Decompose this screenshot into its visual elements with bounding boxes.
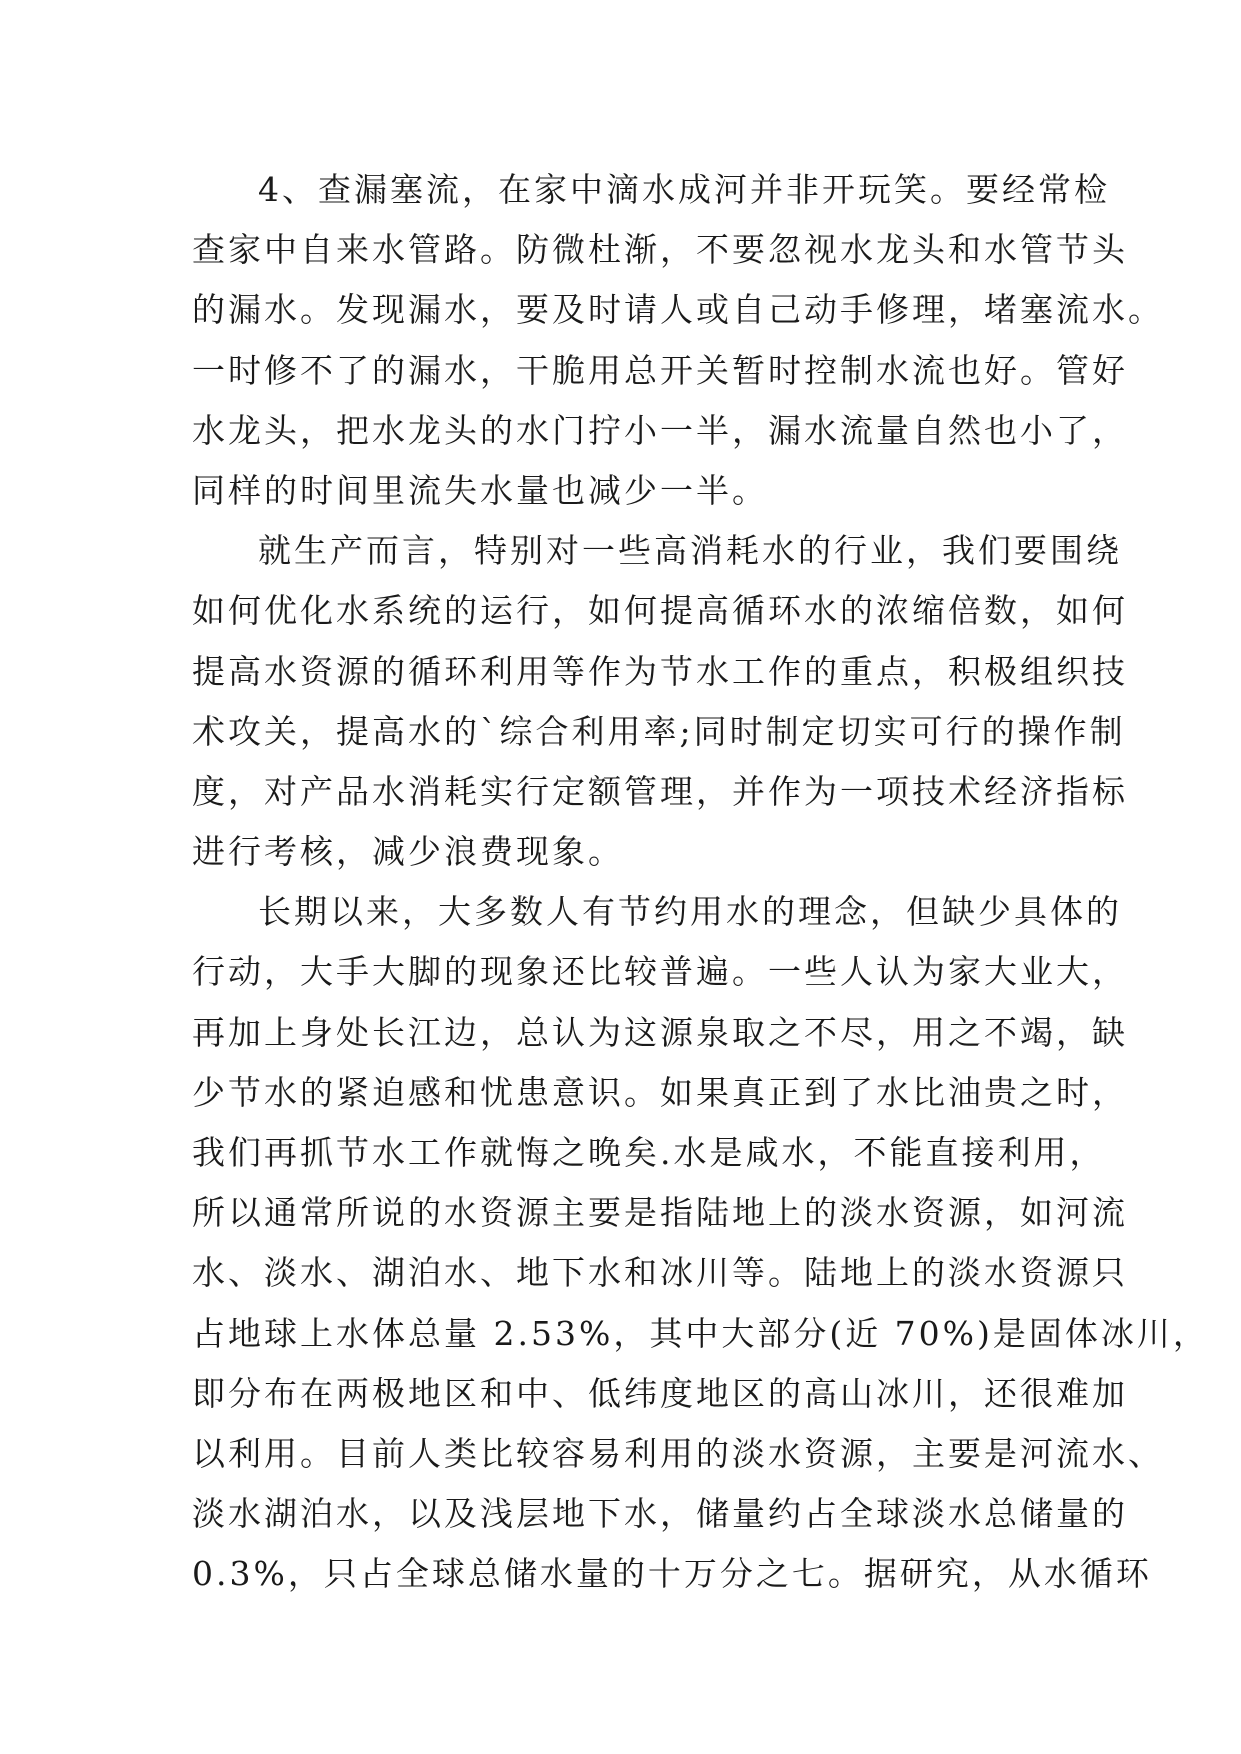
paragraph-line: 占地球上水体总量 2.53%，其中大部分(近 70%)是固体冰川，	[192, 1313, 1209, 1353]
document-body	[192, 160, 1209, 1605]
paragraph-line: 即分布在两极地区和中、低纬度地区的高山冰川，还很难加	[192, 1373, 1128, 1413]
paragraph-line: 以利用。目前人类比较容易利用的淡水资源，主要是河流水、	[192, 1433, 1164, 1473]
paragraph-line: 进行考核，减少浪费现象。	[192, 832, 624, 872]
paragraph-line: 我们再抓节水工作就悔之晚矣.水是咸水，不能直接利用，	[192, 1133, 1106, 1172]
paragraph-line: 术攻关，提高水的`综合利用率;同时制定切实可行的操作制	[192, 711, 1126, 751]
paragraph-2	[192, 521, 1128, 882]
paragraph-line: 再加上身处长江边，总认为这源泉取之不尽，用之不竭，缺	[192, 1012, 1128, 1052]
paragraph-line: 长期以来，大多数人有节约用水的理念，但缺少具体的	[258, 892, 1122, 932]
paragraph-line: 水龙头，把水龙头的水门拧小一半，漏水流量自然也小了，	[192, 410, 1128, 450]
paragraph-1	[192, 160, 1164, 521]
paragraph-line: 行动，大手大脚的现象还比较普遍。一些人认为家大业大，	[192, 952, 1128, 992]
paragraph-3	[192, 882, 1209, 1604]
paragraph-line: 4、查漏塞流，在家中滴水成河并非开玩笑。要经常检	[258, 170, 1110, 209]
paragraph-line: 如何优化水系统的运行，如何提高循环水的浓缩倍数，如何	[192, 591, 1128, 631]
paragraph-line: 淡水湖泊水，以及浅层地下水，储量约占全球淡水总储量的	[192, 1494, 1128, 1534]
paragraph-line: 就生产而言，特别对一些高消耗水的行业，我们要围绕	[258, 531, 1122, 571]
paragraph-line: 的漏水。发现漏水，要及时请人或自己动手修理，堵塞流水。	[192, 290, 1164, 330]
paragraph-line: 提高水资源的循环利用等作为节水工作的重点，积极组织技	[192, 651, 1128, 691]
paragraph-line: 少节水的紧迫感和忧患意识。如果真正到了水比油贵之时，	[192, 1072, 1128, 1112]
paragraph-line: 所以通常所说的水资源主要是指陆地上的淡水资源，如河流	[192, 1193, 1128, 1233]
paragraph-line: 同样的时间里流失水量也减少一半。	[192, 470, 768, 510]
paragraph-line: 一时修不了的漏水，干脆用总开关暂时控制水流也好。管好	[192, 350, 1128, 390]
paragraph-line: 度，对产品水消耗实行定额管理，并作为一项技术经济指标	[192, 771, 1128, 811]
paragraph-line: 查家中自来水管路。防微杜渐，不要忽视水龙头和水管节头	[192, 230, 1128, 270]
paragraph-line: 水、淡水、湖泊水、地下水和冰川等。陆地上的淡水资源只	[192, 1253, 1128, 1293]
paragraph-line: 0.3%，只占全球总储水量的十万分之七。据研究，从水循环	[192, 1554, 1152, 1594]
